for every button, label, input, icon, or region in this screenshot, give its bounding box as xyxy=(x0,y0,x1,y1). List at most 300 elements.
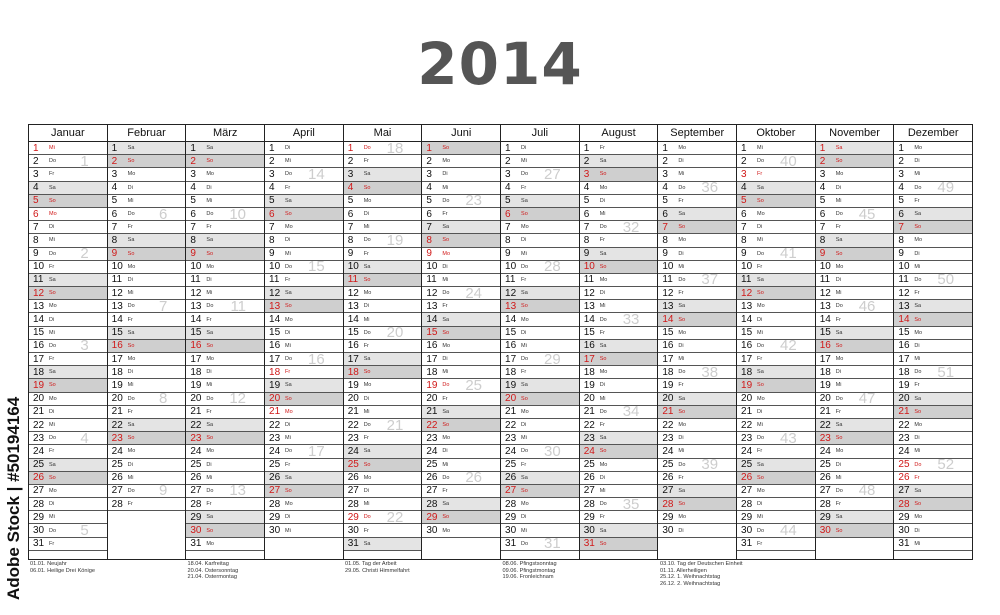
day-number: 10 xyxy=(662,261,674,273)
day-number: 19 xyxy=(111,379,123,391)
week-number: 18 xyxy=(386,139,404,157)
weekday-abbr: So xyxy=(914,408,922,415)
day-cell xyxy=(580,445,658,458)
weekday-abbr: Di xyxy=(599,197,605,204)
weekday-abbr: Di xyxy=(206,461,212,468)
weekday-abbr: Fr xyxy=(678,474,684,481)
day-cell xyxy=(658,271,736,289)
day-cell xyxy=(344,366,422,379)
day-cell xyxy=(29,459,107,472)
day-cell xyxy=(108,261,186,274)
weekday-abbr: Do xyxy=(127,487,135,494)
weekday-abbr: Mi xyxy=(206,382,213,389)
day-cell xyxy=(658,155,736,168)
day-cell xyxy=(344,416,422,434)
holiday-note: 26.12. 2. Weihnachtstag xyxy=(660,580,721,587)
day-cell xyxy=(265,300,343,313)
day-number: 24 xyxy=(347,445,359,457)
weekday-abbr: Sa xyxy=(757,276,764,283)
day-number: 29 xyxy=(583,511,595,523)
day-cell xyxy=(265,511,343,524)
day-number: 6 xyxy=(269,208,275,220)
weekday-abbr: So xyxy=(521,395,528,402)
day-cell xyxy=(265,313,343,326)
day-cell xyxy=(29,313,107,326)
day-cell xyxy=(580,393,658,406)
day-number: 15 xyxy=(426,327,438,339)
day-number: 4 xyxy=(505,182,511,194)
day-cell xyxy=(344,139,422,157)
day-number: 14 xyxy=(898,314,910,326)
weekday-abbr: Fr xyxy=(363,435,369,442)
day-number: 12 xyxy=(898,287,910,299)
weekday-abbr: Mi xyxy=(49,422,55,429)
day-number: 11 xyxy=(33,274,44,286)
weekday-abbr: Mi xyxy=(599,303,606,310)
day-cell xyxy=(658,221,736,234)
day-cell xyxy=(501,340,579,353)
week-number: 21 xyxy=(386,416,404,434)
weekday-abbr: Do xyxy=(285,356,293,363)
weekday-abbr: Sa xyxy=(285,474,292,481)
day-number: 21 xyxy=(190,406,202,418)
day-number: 9 xyxy=(269,248,275,260)
day-cell xyxy=(422,498,500,511)
weekday-abbr: Fr xyxy=(521,369,527,376)
weekday-abbr: Di xyxy=(442,356,448,363)
weekday-abbr: Sa xyxy=(442,501,450,508)
weekday-abbr: Do xyxy=(49,158,57,165)
day-number: 10 xyxy=(347,261,359,273)
day-number: 24 xyxy=(583,445,595,457)
day-cell xyxy=(737,445,815,458)
day-number: 8 xyxy=(426,234,432,246)
weekday-abbr: Fr xyxy=(757,263,763,270)
day-number: 5 xyxy=(33,195,39,207)
weekday-abbr: Fr xyxy=(206,408,212,415)
day-cell xyxy=(422,192,500,210)
day-number: 8 xyxy=(111,234,118,246)
day-number: 25 xyxy=(111,459,123,471)
day-cell xyxy=(501,432,579,445)
weekday-abbr: Do xyxy=(835,303,843,310)
weekday-abbr: Mi xyxy=(678,356,685,363)
day-cell xyxy=(108,142,186,155)
day-number: 17 xyxy=(426,353,438,365)
day-number: 26 xyxy=(819,472,831,484)
day-number: 8 xyxy=(819,234,826,246)
weekday-abbr: Do xyxy=(914,369,922,376)
weekday-abbr: Mo xyxy=(285,224,293,231)
day-number: 21 xyxy=(426,406,438,418)
weekday-abbr: So xyxy=(127,250,135,257)
day-number: 22 xyxy=(898,419,910,431)
day-number: 21 xyxy=(505,406,517,418)
day-number: 20 xyxy=(190,393,202,405)
weekday-abbr: Mo xyxy=(442,342,450,349)
day-cell xyxy=(29,182,107,195)
day-number: 8 xyxy=(347,234,354,246)
day-number: 8 xyxy=(583,234,590,246)
day-cell xyxy=(816,390,894,408)
weekday-abbr: Mi xyxy=(442,276,449,283)
weekday-abbr: Mi xyxy=(599,211,606,218)
day-number: 25 xyxy=(269,459,281,471)
day-cell xyxy=(816,234,894,247)
day-number: 18 xyxy=(269,366,281,378)
day-cell xyxy=(422,142,500,155)
weekday-abbr: Mo xyxy=(363,474,372,481)
day-number: 29 xyxy=(898,511,910,523)
weekday-abbr: Di xyxy=(285,422,291,429)
day-number: 28 xyxy=(190,498,202,510)
day-number: 10 xyxy=(269,261,281,273)
day-number: 4 xyxy=(190,182,196,194)
day-number: 31 xyxy=(33,538,45,550)
day-number: 12 xyxy=(819,287,831,299)
day-number: 10 xyxy=(505,261,517,273)
day-number: 27 xyxy=(426,485,438,497)
day-cell xyxy=(894,340,972,353)
week-number: 46 xyxy=(858,297,876,315)
weekday-abbr: Mo xyxy=(757,211,765,218)
day-number: 4 xyxy=(33,182,39,194)
day-number: 19 xyxy=(426,379,438,391)
holiday-note: 01.05. Tag der Arbeit xyxy=(345,561,397,567)
weekday-abbr: Do xyxy=(442,382,450,389)
holiday-note: 01.01. Neujahr xyxy=(30,561,67,567)
day-cell xyxy=(658,406,736,419)
month-name: Januar xyxy=(29,125,107,142)
day-cell xyxy=(816,419,894,432)
day-cell xyxy=(816,379,894,392)
weekday-abbr: Do xyxy=(835,487,843,494)
day-cell xyxy=(186,445,264,458)
day-cell xyxy=(894,142,972,155)
weekday-abbr: Sa xyxy=(285,382,292,389)
weekday-abbr: Mo xyxy=(206,448,214,455)
day-number: 20 xyxy=(111,393,123,405)
holiday-note: 03.10. Tag der Deutschen Einheit xyxy=(660,561,743,567)
day-number: 4 xyxy=(898,182,904,194)
day-number: 21 xyxy=(898,406,910,418)
weekday-abbr: Sa xyxy=(835,329,843,336)
day-number: 23 xyxy=(505,432,517,444)
weekday-abbr: Mi xyxy=(363,224,370,231)
month-column xyxy=(736,125,815,559)
day-cell xyxy=(186,353,264,366)
day-number: 31 xyxy=(583,538,595,550)
weekday-abbr: So xyxy=(835,250,843,257)
holiday-note: 18.04. Karfreitag xyxy=(187,561,229,567)
month-name: Februar xyxy=(108,125,186,142)
day-number: 8 xyxy=(33,234,39,246)
day-cell xyxy=(265,234,343,247)
day-cell xyxy=(501,208,579,221)
day-cell xyxy=(344,340,422,353)
day-number: 9 xyxy=(583,248,590,260)
weekday-abbr: So xyxy=(835,527,843,534)
day-cell xyxy=(186,366,264,379)
day-number: 26 xyxy=(505,472,517,484)
day-cell xyxy=(816,287,894,300)
day-number: 25 xyxy=(583,459,595,471)
weekday-abbr: So xyxy=(49,474,56,481)
weekday-abbr: Fr xyxy=(127,316,133,323)
day-number: 20 xyxy=(505,393,517,405)
weekday-abbr: Mo xyxy=(127,448,136,455)
weekday-abbr: Fr xyxy=(599,422,605,429)
day-number: 28 xyxy=(741,498,753,510)
day-number: 2 xyxy=(426,155,432,167)
day-cell xyxy=(816,327,894,340)
day-number: 20 xyxy=(347,393,359,405)
day-cell xyxy=(422,313,500,326)
weekday-abbr: Di xyxy=(757,408,763,415)
weekday-abbr: Do xyxy=(49,435,57,442)
day-cell xyxy=(265,195,343,208)
day-cell xyxy=(580,287,658,300)
day-cell xyxy=(737,522,815,540)
day-cell xyxy=(737,459,815,472)
day-number: 1 xyxy=(819,142,826,154)
weekday-abbr: Mo xyxy=(127,356,136,363)
day-cell xyxy=(894,445,972,458)
day-cell xyxy=(894,248,972,261)
day-cell xyxy=(658,168,736,181)
day-number: 25 xyxy=(190,459,202,471)
day-cell xyxy=(186,221,264,234)
weekday-abbr: Do xyxy=(127,211,135,218)
day-cell xyxy=(422,274,500,287)
weekday-abbr: Di xyxy=(678,250,684,257)
weekday-abbr: Fr xyxy=(521,184,527,191)
weekday-abbr: So xyxy=(127,342,135,349)
weekday-abbr: Mo xyxy=(835,263,844,270)
day-cell xyxy=(265,155,343,168)
day-number: 30 xyxy=(33,525,45,537)
day-cell xyxy=(894,287,972,300)
day-cell xyxy=(737,406,815,419)
stock-watermark: Adobe Stock | #50194164 xyxy=(4,396,23,600)
weekday-abbr: Sa xyxy=(363,448,371,455)
day-cell xyxy=(501,419,579,432)
weekday-abbr: Mi xyxy=(49,237,55,244)
day-number: 29 xyxy=(741,511,753,523)
weekday-abbr: Di xyxy=(49,316,55,323)
weekday-abbr: Mi xyxy=(127,290,134,297)
day-number: 31 xyxy=(190,538,202,550)
day-number: 8 xyxy=(898,234,904,246)
day-number: 9 xyxy=(505,248,511,260)
weekday-abbr: Fr xyxy=(599,145,605,152)
weekday-abbr: Mo xyxy=(363,290,372,297)
weekday-abbr: Mo xyxy=(678,329,687,336)
day-cell xyxy=(186,432,264,445)
day-number: 11 xyxy=(898,274,909,286)
day-cell xyxy=(737,234,815,247)
weekday-abbr: Mi xyxy=(914,540,921,547)
weekday-abbr: Mo xyxy=(757,395,765,402)
day-cell xyxy=(580,340,658,353)
day-number: 25 xyxy=(426,459,438,471)
day-cell xyxy=(422,432,500,445)
month-column xyxy=(500,125,579,559)
day-number: 26 xyxy=(269,472,281,484)
day-number: 4 xyxy=(347,182,354,194)
day-number: 12 xyxy=(583,287,595,299)
weekday-abbr: So xyxy=(914,224,922,231)
weekday-abbr: Mi xyxy=(757,237,763,244)
weekday-abbr: Mo xyxy=(678,514,687,521)
day-cell xyxy=(108,472,186,485)
weekday-abbr: Sa xyxy=(678,487,686,494)
holiday-note-column xyxy=(660,561,743,587)
weekday-abbr: Sa xyxy=(835,145,843,152)
week-number: 34 xyxy=(622,403,640,421)
day-number: 8 xyxy=(505,234,511,246)
weekday-abbr: Fr xyxy=(599,329,605,336)
weekday-abbr: So xyxy=(127,158,135,165)
day-cell xyxy=(186,482,264,500)
day-cell xyxy=(894,511,972,524)
weekday-abbr: Sa xyxy=(206,329,214,336)
day-number: 7 xyxy=(741,221,747,233)
week-number: 30 xyxy=(544,442,561,460)
day-number: 22 xyxy=(190,419,202,431)
day-number: 14 xyxy=(269,314,281,326)
weekday-abbr: Mo xyxy=(914,237,923,244)
weekday-abbr: Fr xyxy=(442,487,448,494)
weekday-abbr: Sa xyxy=(442,316,450,323)
weekday-abbr: Sa xyxy=(678,211,686,218)
day-cell xyxy=(29,406,107,419)
week-number: 26 xyxy=(465,469,483,487)
day-cell xyxy=(344,379,422,392)
day-cell xyxy=(344,300,422,313)
day-cell xyxy=(344,274,422,287)
day-cell xyxy=(737,511,815,524)
day-number: 6 xyxy=(583,208,590,220)
day-number: 5 xyxy=(741,195,747,207)
day-cell xyxy=(29,419,107,432)
day-cell xyxy=(422,459,500,472)
weekday-abbr: Fr xyxy=(442,303,448,310)
weekday-abbr: Do xyxy=(285,171,293,178)
day-number: 3 xyxy=(33,168,39,180)
day-cell xyxy=(658,524,736,537)
day-number: 3 xyxy=(347,168,354,180)
day-cell xyxy=(501,393,579,406)
day-number: 2 xyxy=(33,155,39,167)
day-number: 17 xyxy=(505,353,517,365)
weekday-abbr: Fr xyxy=(599,237,605,244)
day-number: 25 xyxy=(662,459,674,471)
weekday-abbr: Di xyxy=(206,276,212,283)
weekday-abbr: Do xyxy=(678,461,686,468)
week-number: 24 xyxy=(465,284,483,302)
day-number: 25 xyxy=(741,459,753,471)
day-number: 19 xyxy=(741,379,753,391)
weekday-abbr: Sa xyxy=(599,250,607,257)
day-cell xyxy=(737,379,815,392)
day-cell xyxy=(186,498,264,511)
day-cell xyxy=(29,366,107,379)
day-number: 13 xyxy=(111,300,123,312)
day-number: 26 xyxy=(898,472,910,484)
weekday-abbr: Sa xyxy=(835,422,843,429)
day-number: 16 xyxy=(33,340,45,352)
day-cell xyxy=(894,234,972,247)
month-column xyxy=(107,125,186,559)
weekday-abbr: So xyxy=(363,461,371,468)
day-cell xyxy=(186,406,264,419)
day-number: 19 xyxy=(190,379,202,391)
day-number: 7 xyxy=(33,221,39,233)
day-number: 15 xyxy=(505,327,517,339)
weekday-abbr: So xyxy=(206,250,214,257)
weekday-abbr: Fr xyxy=(914,474,920,481)
day-cell xyxy=(501,182,579,195)
weekday-abbr: Fr xyxy=(127,224,133,231)
weekday-abbr: Sa xyxy=(206,145,214,152)
weekday-abbr: Mo xyxy=(206,540,214,547)
day-cell xyxy=(816,366,894,379)
day-cell xyxy=(29,208,107,221)
day-cell xyxy=(501,485,579,498)
day-number: 9 xyxy=(898,248,904,260)
day-cell xyxy=(344,221,422,234)
day-number: 4 xyxy=(741,182,747,194)
day-number: 9 xyxy=(33,248,39,260)
day-number: 10 xyxy=(33,261,45,273)
day-cell xyxy=(344,324,422,342)
day-number: 15 xyxy=(741,327,753,339)
day-cell xyxy=(816,205,894,223)
weekday-abbr: Mi xyxy=(678,448,685,455)
week-number: 51 xyxy=(937,363,955,381)
day-cell xyxy=(501,195,579,208)
week-number: 4 xyxy=(80,429,89,447)
day-number: 11 xyxy=(269,274,280,286)
day-cell xyxy=(108,482,186,500)
day-cell xyxy=(737,538,815,551)
day-number: 10 xyxy=(741,261,753,273)
week-number: 6 xyxy=(159,205,168,223)
day-number: 16 xyxy=(819,340,831,352)
day-number: 31 xyxy=(347,538,359,550)
weekday-abbr: Fr xyxy=(442,395,448,402)
day-cell xyxy=(737,498,815,511)
day-cell xyxy=(265,182,343,195)
weekday-abbr: Do xyxy=(757,342,765,349)
day-number: 4 xyxy=(583,182,590,194)
day-number: 22 xyxy=(741,419,753,431)
weekday-abbr: Do xyxy=(206,211,214,218)
day-cell xyxy=(894,538,972,551)
weekday-abbr: Fr xyxy=(206,501,212,508)
day-cell xyxy=(658,419,736,432)
day-number: 1 xyxy=(347,142,354,154)
week-number: 17 xyxy=(308,442,325,460)
day-cell xyxy=(816,274,894,287)
day-cell xyxy=(894,313,972,326)
day-number: 17 xyxy=(741,353,753,365)
day-cell xyxy=(894,353,972,366)
weekday-abbr: So xyxy=(521,487,528,494)
day-number: 7 xyxy=(190,221,196,233)
weekday-abbr: Fr xyxy=(914,382,920,389)
